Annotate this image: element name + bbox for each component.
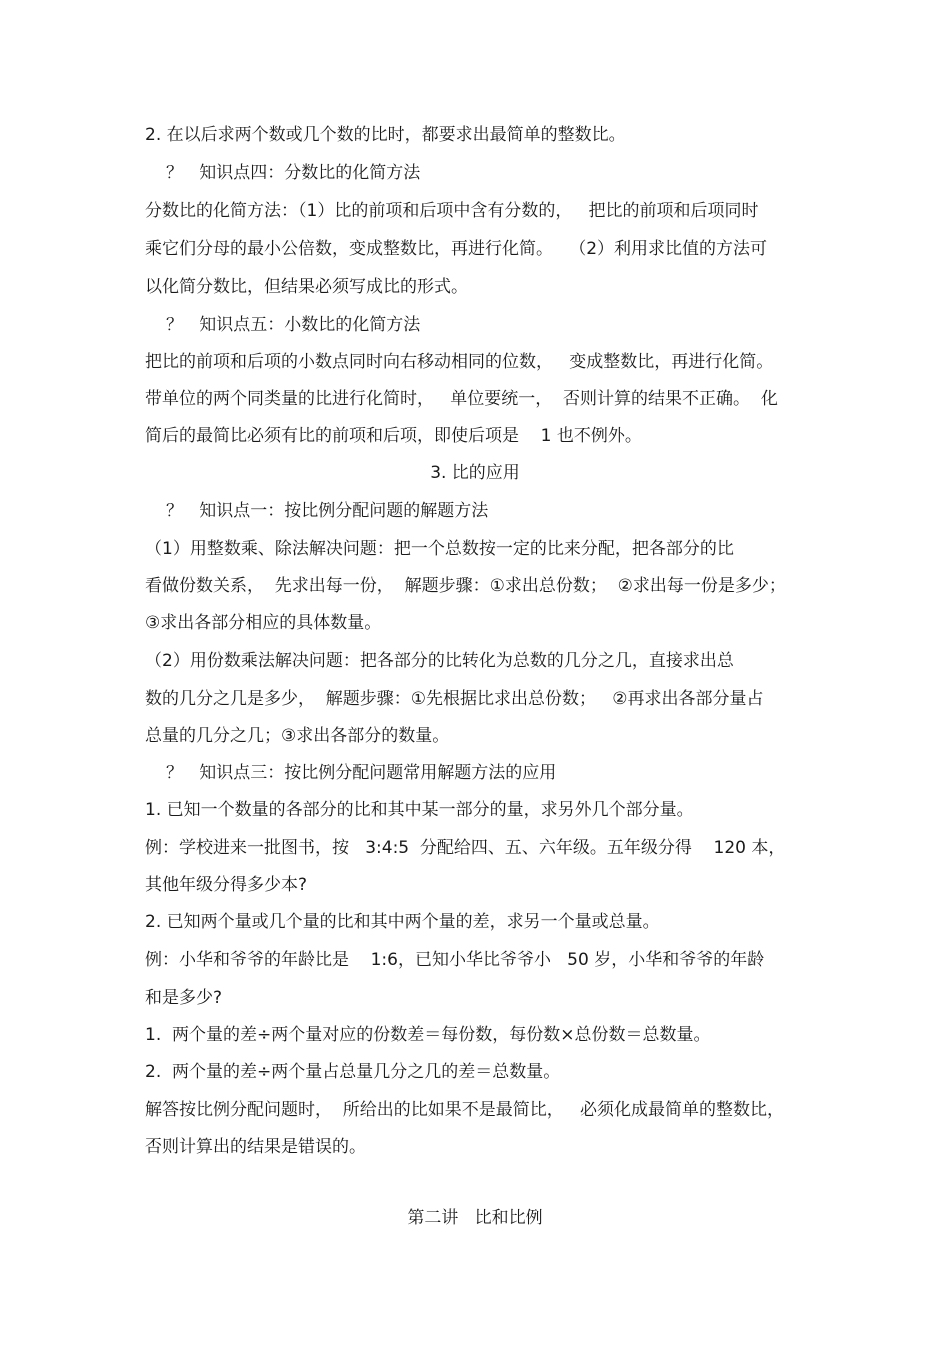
- paragraph-line: 否则计算出的结果是错误的。: [145, 1137, 366, 1157]
- paragraph-line: 分数比的化简方法：（1）比的前项和后项中含有分数的， 把比的前项和后项同时: [145, 201, 759, 221]
- section-heading: ？ 知识点五：小数比的化简方法: [166, 315, 421, 335]
- paragraph-line: 总量的几分之几；③求出各部分的数量。: [145, 726, 450, 746]
- paragraph-line: 其他年级分得多少本?: [145, 875, 308, 895]
- paragraph-line: 数的几分之几是多少， 解题步骤：①先根据比求出总份数； ②再求出各部分量占: [145, 689, 764, 709]
- paragraph-line: 看做份数关系， 先求出每一份， 解题步骤：①求出总份数； ②求出每一份是多少；: [145, 576, 786, 596]
- section-heading: ？ 知识点四：分数比的化简方法: [166, 163, 421, 183]
- paragraph-line: （1）用整数乘、除法解决问题：把一个总数按一定的比来分配，把各部分的比: [145, 539, 734, 559]
- paragraph-line: 简后的最简比必须有比的前项和后项，即使后项是 1 也不例外。: [145, 426, 642, 446]
- paragraph-line: 例：小华和爷爷的年龄比是 1:6，已知小华比爷爷小 50 岁，小华和爷爷的年龄: [145, 950, 765, 970]
- paragraph-line: 解答按比例分配问题时， 所给出的比如果不是最简比， 必须化成最简单的整数比，: [145, 1100, 785, 1120]
- lecture-title: 第二讲 比和比例: [407, 1208, 543, 1228]
- paragraph-line: 2. 两个量的差÷两个量占总量几分之几的差＝总数量。: [145, 1062, 561, 1082]
- section-heading: ？ 知识点一：按比例分配问题的解题方法: [166, 501, 489, 521]
- paragraph-line: （2）用份数乘法解决问题：把各部分的比转化为总数的几分之几，直接求出总: [145, 651, 734, 671]
- paragraph-line: 把比的前项和后项的小数点同时向右移动相同的位数， 变成整数比，再进行化简。: [145, 352, 774, 372]
- chapter-title: 3. 比的应用: [430, 463, 520, 483]
- paragraph-line: 以化简分数比，但结果必须写成比的形式。: [145, 277, 468, 297]
- paragraph-line: 例：学校进来一批图书，按 3:4:5 分配给四、五、六年级。五年级分得 120 本，: [145, 838, 786, 858]
- paragraph-line: ③求出各部分相应的具体数量。: [145, 613, 382, 633]
- paragraph-line: 1. 两个量的差÷两个量对应的份数差＝每份数，每份数×总份数＝总数量。: [145, 1025, 711, 1045]
- paragraph-line: 1. 已知一个数量的各部分的比和其中某一部分的量，求另外几个部分量。: [145, 800, 694, 820]
- section-heading: ？ 知识点三：按比例分配问题常用解题方法的应用: [166, 763, 557, 783]
- paragraph-line: 乘它们分母的最小公倍数，变成整数比，再进行化简。 （2）利用求比值的方法可: [145, 239, 768, 259]
- paragraph-line: 2. 在以后求两个数或几个数的比时，都要求出最简单的整数比。: [145, 125, 626, 145]
- paragraph-line: 和是多少?: [145, 988, 223, 1008]
- paragraph-line: 带单位的两个同类量的比进行化简时， 单位要统一， 否则计算的结果不正确。 化: [145, 389, 778, 409]
- paragraph-line: 2. 已知两个量或几个量的比和其中两个量的差，求另一个量或总量。: [145, 912, 660, 932]
